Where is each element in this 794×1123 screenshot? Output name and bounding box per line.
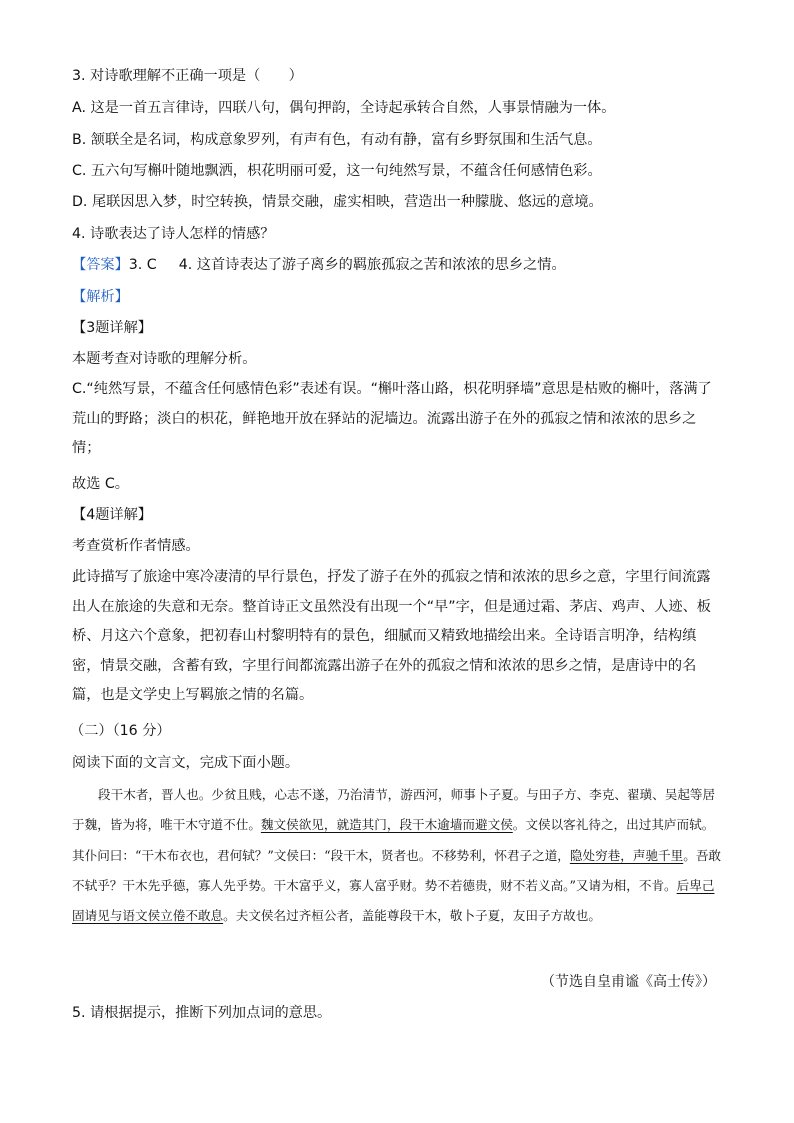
section-heading: （二）（16 分） bbox=[70, 723, 171, 739]
q3-option-c: C. 五六句写槲叶随地飘洒，枳花明丽可爱，这一句纯然写景，不蕴含任何感情色彩。 bbox=[72, 163, 602, 179]
analysis-tag: 【解析】 bbox=[72, 289, 129, 305]
detail3-intro: 本题考查对诗歌的理解分析。 bbox=[72, 351, 257, 367]
answer-line bbox=[72, 255, 566, 275]
passage-source: （节选自皇甫谧《高士传》） bbox=[541, 974, 716, 990]
classical-passage bbox=[72, 780, 724, 931]
passage-text-3: 。吾敢不轼乎？干木先乎德，寡人先乎势。干木富乎义，寡人富乎财。势不若德贵，财不若义高。”又请为相，不肯。 bbox=[72, 847, 722, 893]
detail3-title: 【3题详解】 bbox=[72, 320, 152, 336]
detail4-intro: 考查赏析作者情感。 bbox=[72, 538, 200, 554]
passage-text-1: 段干木者，晋人也。少贫且贱，心志不遂，乃治清节，游西河，师事卜子夏。与田子方、李克、翟璜、吴起等居于魏，皆为将，唯干木守道不仕。 bbox=[72, 787, 716, 833]
detail4-explanation: 此诗描写了旅途中寒冷凄清的早行景色，抒发了游子在外的孤寂之情和浓浓的思乡之意，字里行间流露出人在旅途的失意和无奈。整首诗正文虽然没有出现一个“早”字，但是通过霜、茅店、鸡声、人迹、板桥、月这六个意象，把初春山村黎明特有的景色，细腻而又精致地描绘出来。全诗语言明净，结构缜密，情景交融，含蓄有致，字里行间都流露出游子在外的孤寂之情和浓浓的思乡之情，是唐诗中的名篇，也是文学史上写羁旅之情的名篇。 bbox=[72, 569, 711, 704]
q4-stem: 4. 诗歌表达了诗人怎样的情感？ bbox=[72, 226, 275, 242]
answer-tag: 【答案】 bbox=[72, 257, 129, 273]
underlined-sentence-2: 隐处穷巷，声驰千里 bbox=[569, 847, 684, 863]
q5-stem: 5. 请根据提示，推断下列加点词的意思。 bbox=[72, 1005, 332, 1021]
q3-option-b: B. 颔联全是名词，构成意象罗列，有声有色，有动有静，富有乡野氛围和生活气息。 bbox=[72, 132, 602, 148]
underlined-sentence-3: 后卑己固请见与语文侯立倦不敢息 bbox=[72, 877, 715, 924]
q3-option-d: D. 尾联因思入梦，时空转换，情景交融，虚实相映，营造出一种朦胧、悠远的意境。 bbox=[72, 194, 603, 210]
q3-stem: 3. 对诗歌理解不正确一项是（ ） bbox=[72, 68, 303, 84]
detail3-explanation: C.“纯然写景，不蕴含任何感情色彩”表述有误。“槲叶落山路，枳花明驿墙”意思是枯败的槲叶，落满了荒山的野路；淡白的枳花，鲜艳地开放在驿站的泥墙边。流露出游子在外的孤寂之情和浓浓的思乡之情； bbox=[72, 381, 712, 457]
detail4-title: 【4题详解】 bbox=[72, 507, 152, 523]
answer-q3: 3. C bbox=[128, 257, 157, 273]
underlined-sentence-1: 魏文侯欲见，就造其门，段干木逾墙而避文侯 bbox=[260, 817, 513, 833]
passage-text-2: 。文侯以客礼待之，出过其庐而轼。其仆问曰：“干木布衣也，君何轼？”文侯曰：“段干木，贤者也。不移势利，怀君子之道， bbox=[72, 817, 715, 863]
q3-option-a: A. 这是一首五言律诗，四联八句，偶句押韵，全诗起承转合自然，人事景情融为一体。 bbox=[72, 100, 616, 116]
detail3-conclusion: 故选 C。 bbox=[72, 476, 129, 492]
section-instruction: 阅读下面的文言文，完成下面小题。 bbox=[72, 755, 300, 771]
passage-text-4: 。夫文侯名过齐桓公者，盖能尊段干木，敬卜子夏，友田子方故也。 bbox=[223, 908, 601, 924]
answer-q4: 4. 这首诗表达了游子离乡的羁旅孤寂之苦和浓浓的思乡之情。 bbox=[178, 257, 566, 273]
